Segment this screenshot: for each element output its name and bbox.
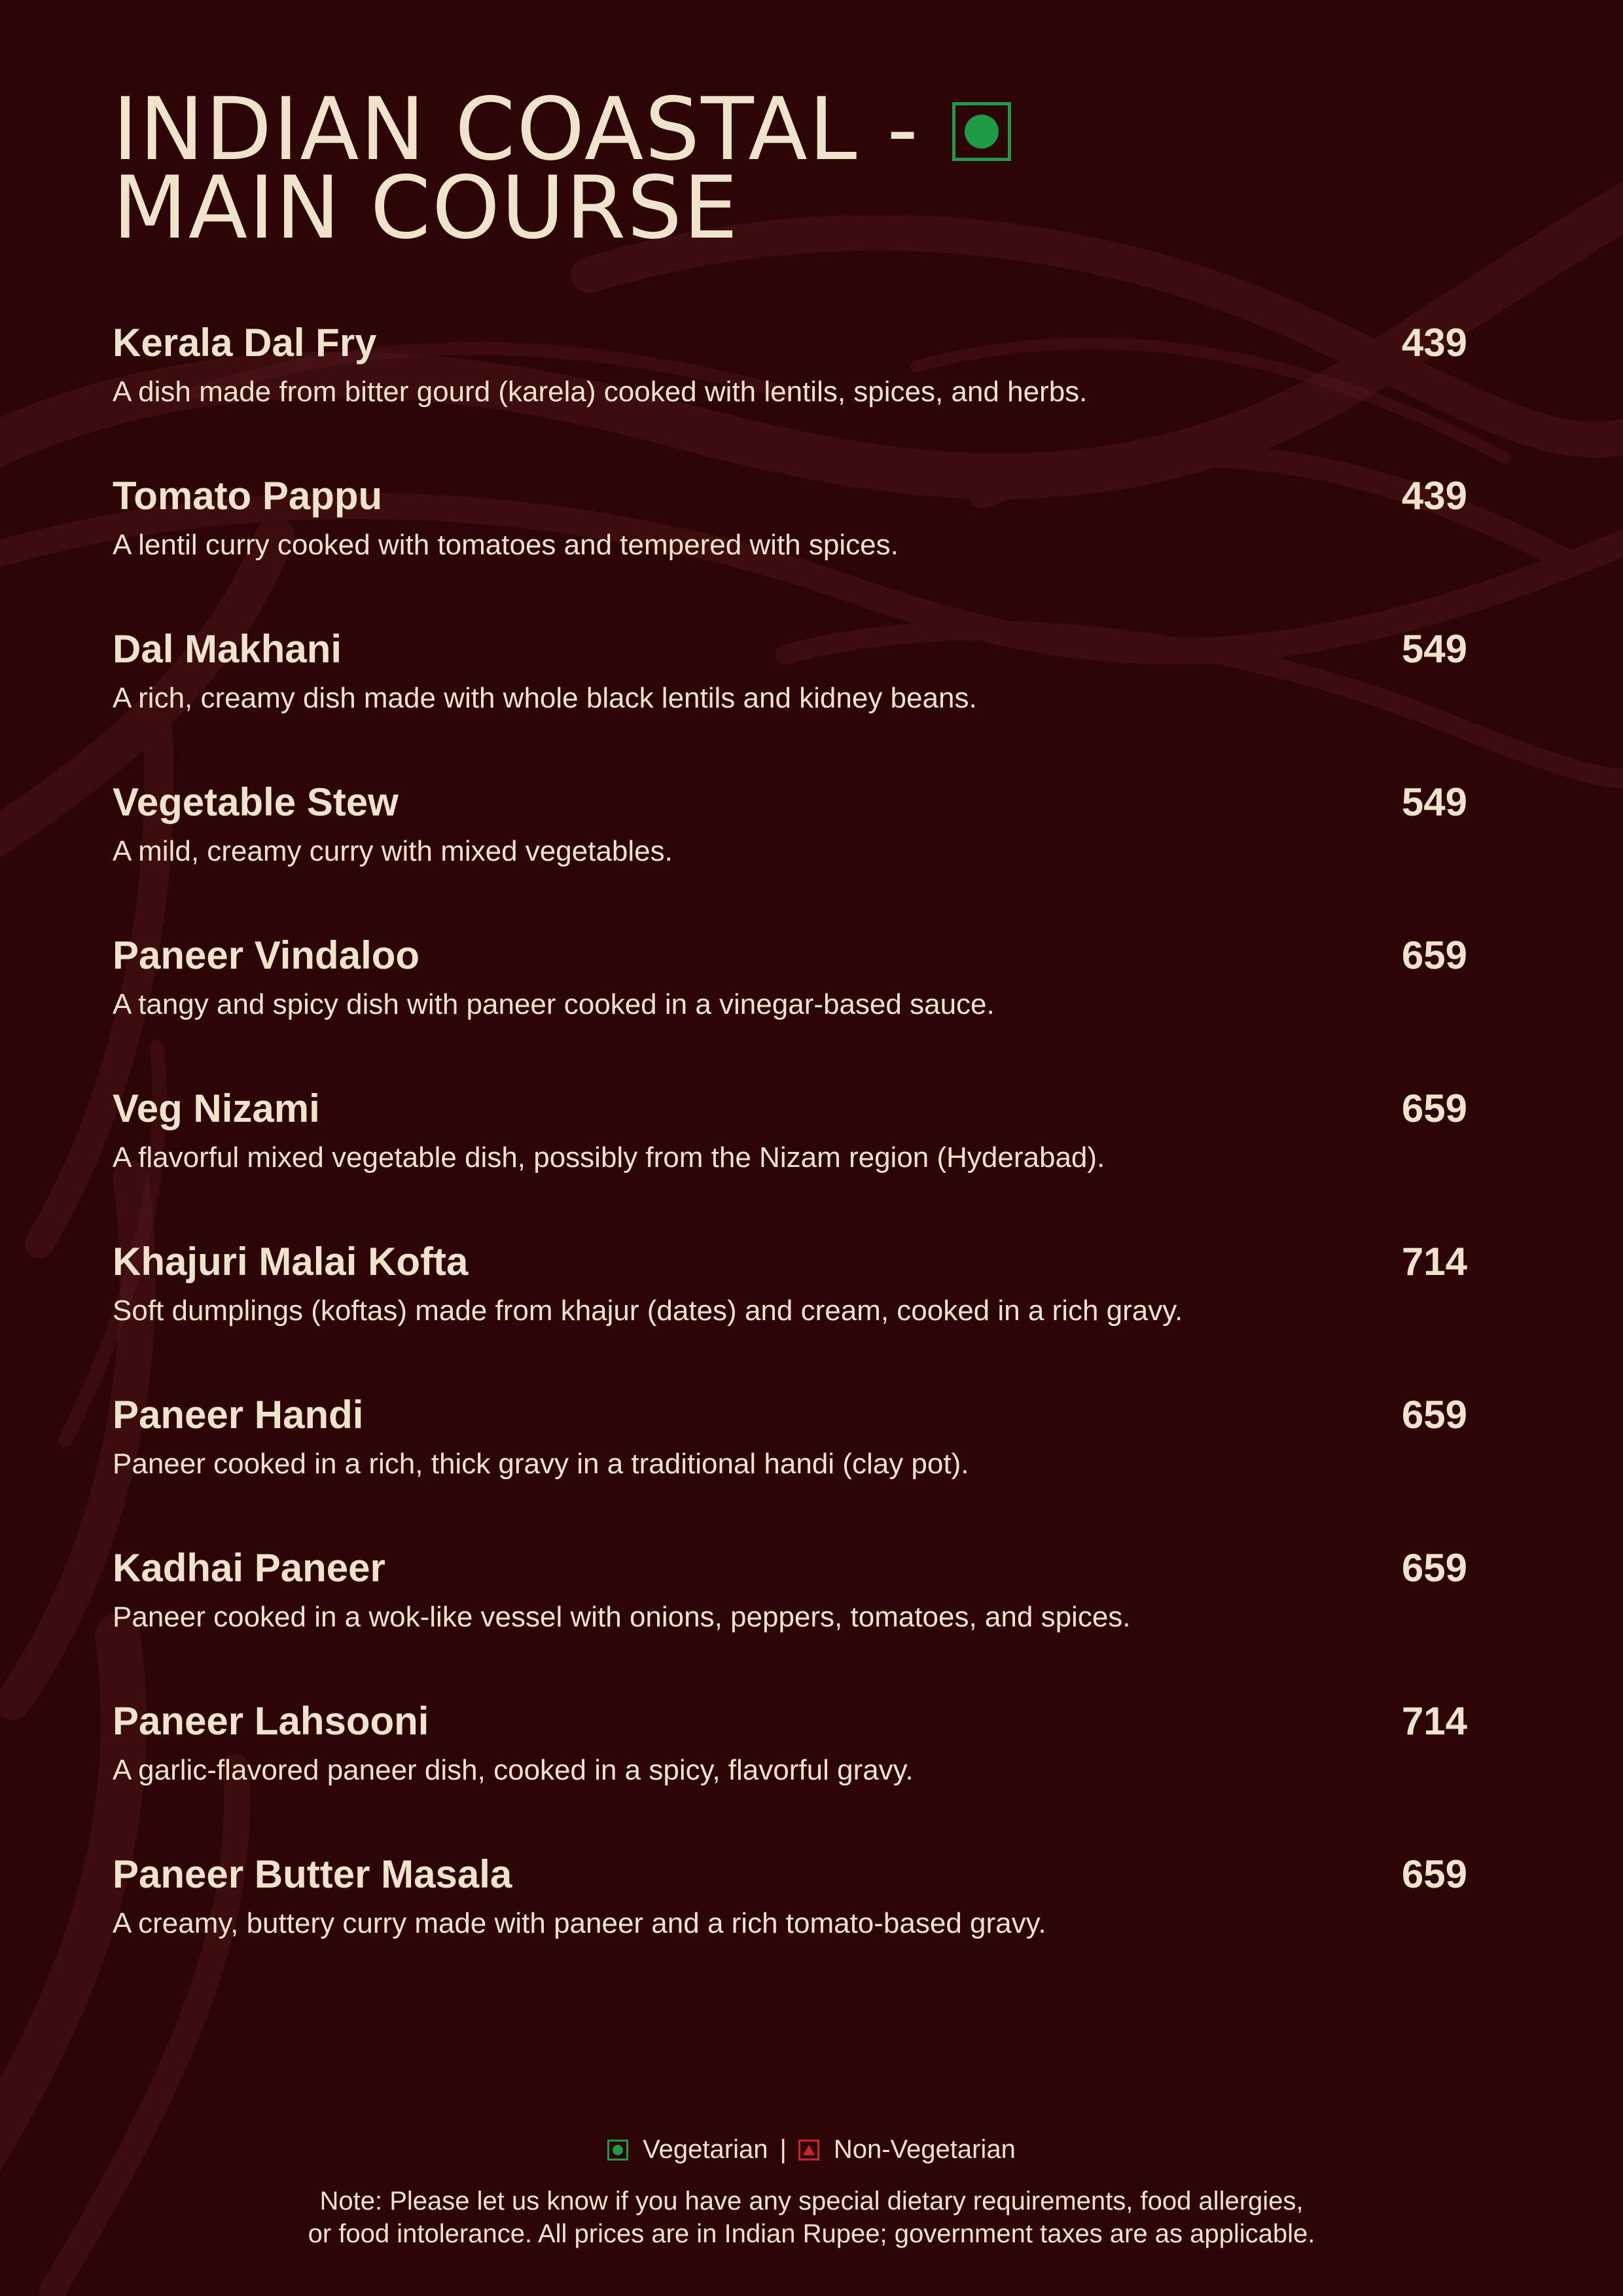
menu-item	[113, 1085, 1467, 1238]
item-name: Paneer Handi	[113, 1393, 364, 1437]
item-description: A creamy, buttery curry made with paneer and a rich tomato-based gravy.	[113, 1907, 1046, 1939]
menu-item	[113, 1238, 1467, 1391]
item-name: Khajuri Malai Kofta	[113, 1240, 469, 1283]
note-line-1: Note: Please let us know if you have any special dietary requirements, food allergies,	[319, 2187, 1304, 2215]
item-description: A tangy and spicy dish with paneer cooked in a vinegar-based sauce.	[113, 988, 995, 1020]
title-line-1	[113, 79, 1225, 180]
menu-item	[113, 1391, 1467, 1545]
item-price: 714	[1401, 1699, 1467, 1743]
item-description: Soft dumplings (koftas) made from khajur (dates) and cream, cooked in a rich gravy.	[113, 1295, 1183, 1327]
item-name: Veg Nizami	[113, 1086, 320, 1130]
menu-list	[113, 319, 1467, 2004]
legend-separator: |	[779, 2135, 787, 2164]
item-description: A mild, creamy curry with mixed vegetables.	[113, 835, 673, 867]
menu-item	[113, 319, 1467, 473]
menu-item	[113, 779, 1467, 932]
item-price: 439	[1401, 321, 1467, 365]
item-price: 659	[1401, 1852, 1467, 1896]
item-name: Tomato Pappu	[113, 474, 383, 518]
footer-note	[0, 2185, 1623, 2250]
item-name: Kadhai Paneer	[113, 1546, 385, 1590]
item-price: 659	[1401, 933, 1467, 977]
legend-nonveg-label: Non-Vegetarian	[833, 2135, 1016, 2164]
item-price: 659	[1401, 1393, 1467, 1437]
menu-item	[113, 473, 1467, 626]
item-description: A lentil curry cooked with tomatoes and tempered with spices.	[113, 529, 899, 561]
item-description: A dish made from bitter gourd (karela) cooked with lentils, spices, and herbs.	[113, 376, 1088, 408]
vegetarian-symbol-icon	[952, 102, 1011, 161]
page-title	[113, 79, 1225, 259]
item-price: 439	[1401, 474, 1467, 518]
legend-veg-label: Vegetarian	[643, 2135, 768, 2164]
menu-item	[113, 626, 1467, 779]
item-description: A garlic-flavored paneer dish, cooked in a spicy, flavorful gravy.	[113, 1754, 914, 1786]
item-price: 549	[1401, 780, 1467, 824]
item-price: 659	[1401, 1086, 1467, 1130]
item-description: A rich, creamy dish made with whole black lentils and kidney beans.	[113, 682, 977, 714]
item-name: Paneer Butter Masala	[113, 1852, 512, 1896]
item-name: Vegetable Stew	[113, 780, 399, 824]
menu-item	[113, 1698, 1467, 1851]
menu-item	[113, 1851, 1467, 2004]
diet-legend	[0, 2135, 1623, 2164]
menu-item	[113, 1545, 1467, 1698]
item-price: 659	[1401, 1546, 1467, 1590]
item-name: Dal Makhani	[113, 627, 342, 671]
vegetarian-symbol-icon	[607, 2140, 628, 2161]
item-description: Paneer cooked in a rich, thick gravy in a traditional handi (clay pot).	[113, 1448, 969, 1480]
item-name: Paneer Vindaloo	[113, 933, 420, 977]
item-price: 549	[1401, 627, 1467, 671]
item-price: 714	[1401, 1240, 1467, 1283]
menu-item	[113, 932, 1467, 1085]
item-description: A flavorful mixed vegetable dish, possibly from the Nizam region (Hyderabad).	[113, 1141, 1105, 1174]
item-name: Paneer Lahsooni	[113, 1699, 429, 1743]
non-vegetarian-symbol-icon	[798, 2140, 819, 2161]
note-line-2: or food intolerance. All prices are in Indian Rupee; government taxes are as applicable.	[308, 2219, 1315, 2248]
item-description: Paneer cooked in a wok-like vessel with onions, peppers, tomatoes, and spices.	[113, 1601, 1131, 1633]
title-line-1-text: INDIAN COASTAL -	[113, 79, 919, 180]
item-name: Kerala Dal Fry	[113, 321, 377, 365]
title-line-2: MAIN COURSE	[113, 158, 740, 259]
